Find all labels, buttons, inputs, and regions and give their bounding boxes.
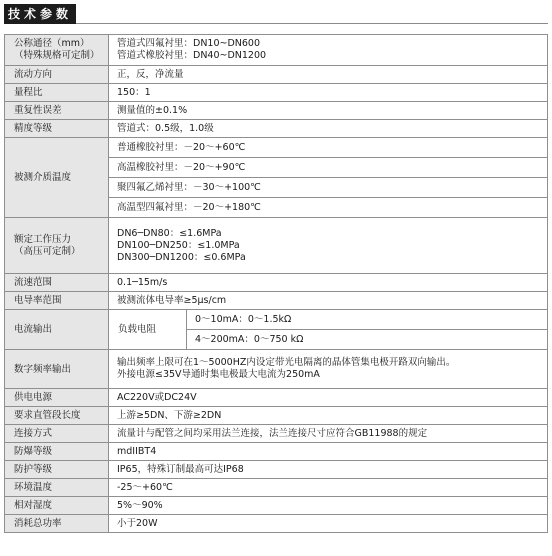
label-line: （特殊规格可定制） bbox=[14, 50, 100, 61]
row-value-connection: 流量计与配管之间均采用法兰连接，法兰连接尺寸应符合GB11988的规定 bbox=[109, 425, 548, 443]
table-row bbox=[5, 461, 548, 479]
row-value-protection: IP65，特殊订制最高可达IP68 bbox=[109, 461, 548, 479]
row-value-env-temp: -25～+60℃ bbox=[109, 479, 548, 497]
value-line: 输出频率上限可在1～5000HZ内设定带光电隔离的晶体管集电极开路双向输出。 bbox=[117, 357, 456, 368]
table-row bbox=[5, 425, 548, 443]
row-label-repeatability: 重复性误差 bbox=[5, 102, 109, 120]
label-line: （高压可定制） bbox=[14, 245, 81, 257]
row-label-nominal bbox=[5, 35, 109, 66]
row-value-velocity: 0.1─15m/s bbox=[109, 274, 548, 292]
row-label-consumption: 消耗总功率 bbox=[5, 515, 109, 533]
table-row bbox=[5, 515, 548, 533]
row-label-velocity: 流速范围 bbox=[5, 274, 109, 292]
row-label-frequency: 数字频率输出 bbox=[5, 350, 109, 389]
table-row bbox=[5, 35, 548, 66]
row-value-temp-2: 高温橡胶衬里：－20～+90℃ bbox=[109, 158, 548, 178]
row-value-nominal bbox=[109, 35, 548, 66]
row-label-humidity: 相对湿度 bbox=[5, 497, 109, 515]
row-label-current: 电流输出 bbox=[5, 310, 109, 350]
row-label-pressure bbox=[5, 218, 109, 274]
row-label-temp: 被测介质温度 bbox=[5, 138, 109, 218]
row-value-humidity: 5%～90% bbox=[109, 497, 548, 515]
row-value-range-ratio: 150：1 bbox=[109, 84, 548, 102]
label-line: 额定工作压力 bbox=[14, 233, 72, 245]
table-row bbox=[5, 138, 548, 158]
row-value-repeatability: 测量值的±0.1% bbox=[109, 102, 548, 120]
table-row bbox=[5, 479, 548, 497]
row-value-power: AC220V或DC24V bbox=[109, 389, 548, 407]
table-row bbox=[5, 310, 548, 330]
row-value-temp-3: 聚四氟乙烯衬里：－30～+100℃ bbox=[109, 178, 548, 198]
row-value-temp-4: 高温型四氟衬里：－20～+180℃ bbox=[109, 198, 548, 218]
table-row bbox=[5, 274, 548, 292]
table-row bbox=[5, 497, 548, 515]
row-value-current-2: 4～200mA：0～750 kΩ bbox=[187, 330, 548, 350]
row-value-consumption: 小于20W bbox=[109, 515, 548, 533]
row-label-env-temp: 环境温度 bbox=[5, 479, 109, 497]
table-row bbox=[5, 66, 548, 84]
row-value-explosion: mdIIBT4 bbox=[109, 443, 548, 461]
section-title: 技术参数 bbox=[4, 4, 76, 24]
table-row bbox=[5, 218, 548, 274]
row-value-accuracy: 管道式：0.5级，1.0级 bbox=[109, 120, 548, 138]
spec-table bbox=[4, 34, 548, 533]
value-line: DN300─DN1200：≤0.6MPa bbox=[117, 251, 246, 263]
row-value-direction: 正，反，净流量 bbox=[109, 66, 548, 84]
value-line: DN100─DN250：≤1.0MPa bbox=[117, 239, 240, 251]
row-label-connection: 连接方式 bbox=[5, 425, 109, 443]
table-row bbox=[5, 84, 548, 102]
row-label-conductivity: 电导率范围 bbox=[5, 292, 109, 310]
table-row bbox=[5, 443, 548, 461]
row-sublabel-current: 负载电阻 bbox=[109, 310, 187, 350]
row-value-frequency bbox=[109, 350, 548, 389]
row-label-explosion: 防爆等级 bbox=[5, 443, 109, 461]
row-label-accuracy: 精度等级 bbox=[5, 120, 109, 138]
row-label-direction: 流动方向 bbox=[5, 66, 109, 84]
table-row bbox=[5, 120, 548, 138]
value-line: 外接电源≤35V导通时集电极最大电流为250mA bbox=[117, 369, 320, 380]
row-label-straight-pipe: 要求直管段长度 bbox=[5, 407, 109, 425]
row-label-protection: 防护等级 bbox=[5, 461, 109, 479]
row-value-current-1: 0～10mA：0～1.5kΩ bbox=[187, 310, 548, 330]
table-row bbox=[5, 350, 548, 389]
row-value-conductivity: 被测流体电导率≥5μs/cm bbox=[109, 292, 548, 310]
value-line: 管道式橡胶衬里：DN40~DN1200 bbox=[117, 50, 267, 61]
row-value-straight-pipe: 上游≥5DN、下游≥2DN bbox=[109, 407, 548, 425]
table-row bbox=[5, 102, 548, 120]
label-line: 公称通径（mm） bbox=[14, 38, 90, 49]
title-divider bbox=[76, 23, 548, 24]
row-value-temp-1: 普通橡胶衬里：－20～+60℃ bbox=[109, 138, 548, 158]
value-line: 管道式四氟衬里：DN10~DN600 bbox=[117, 38, 261, 49]
row-label-range-ratio: 量程比 bbox=[5, 84, 109, 102]
value-line: DN6─DN80：≤1.6MPa bbox=[117, 227, 222, 239]
table-row bbox=[5, 407, 548, 425]
row-label-power: 供电电源 bbox=[5, 389, 109, 407]
table-row bbox=[5, 292, 548, 310]
table-row bbox=[5, 389, 548, 407]
row-value-pressure bbox=[109, 218, 548, 274]
